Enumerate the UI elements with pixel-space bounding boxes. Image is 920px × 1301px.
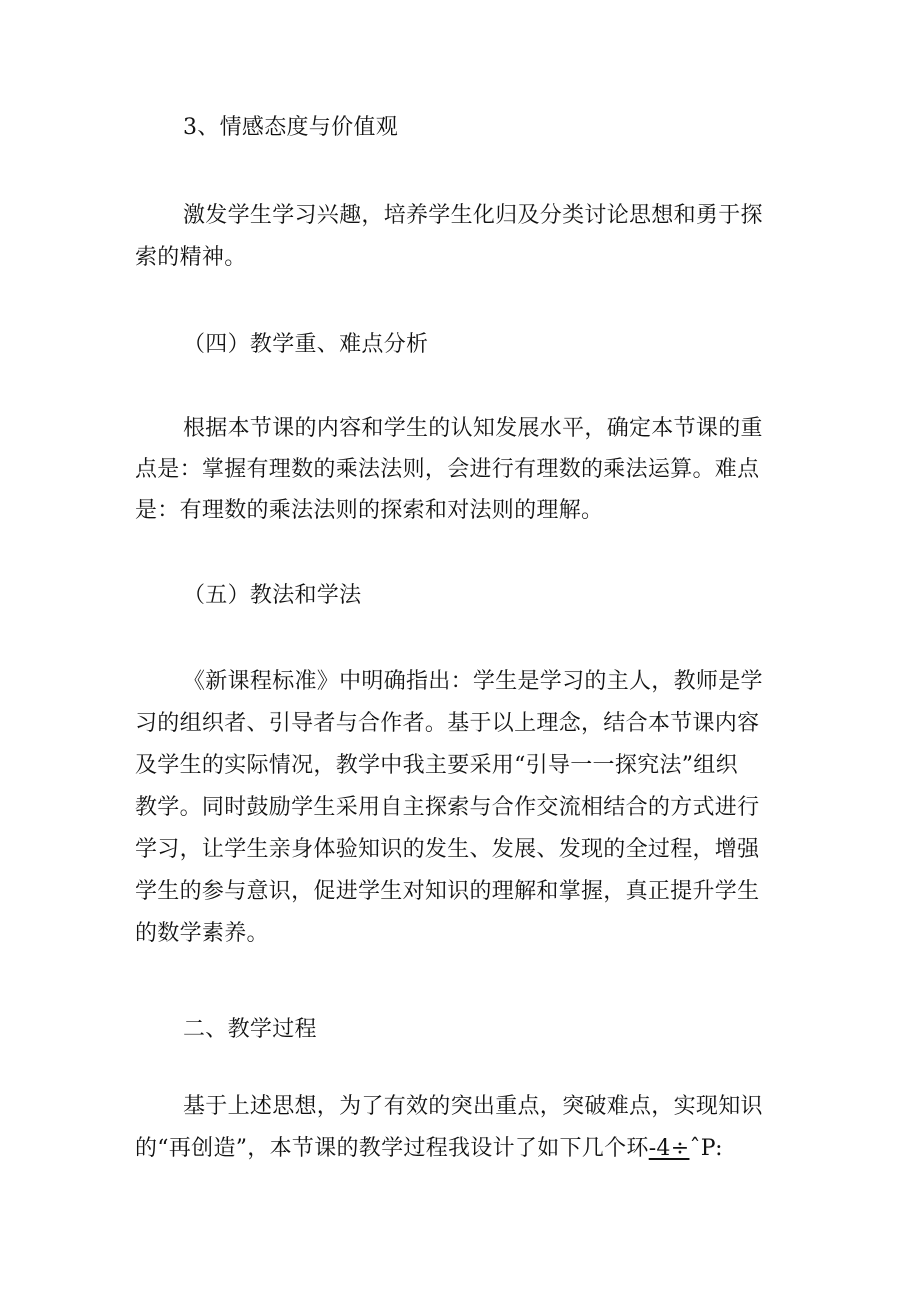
section-heading: 3、情感态度与价值观 [183, 115, 398, 140]
garbled-tail-text: ˆP: [689, 1136, 723, 1161]
paragraph-line: 点是：掌握有理数的乘法法则，会进行有理数的乘法运算。难点 [135, 457, 760, 482]
section-heading: 二、教学过程 [183, 1017, 317, 1042]
paragraph-line: 教学。同时鼓励学生采用自主探索与合作交流相结合的方式进行 [135, 795, 760, 820]
paragraph-line: 及学生的实际情况，教学中我主要采用“引导一一探究法”组织 [135, 753, 738, 778]
paragraph-line: 的数学素养。 [135, 921, 269, 946]
paragraph-line [135, 1135, 795, 1163]
paragraph-line: 习的组织者、引导者与合作者。基于以上理念，结合本节课内容 [135, 711, 760, 736]
paragraph-line: 学生的参与意识，促进学生对知识的理解和掌握，真正提升学生 [135, 879, 760, 904]
paragraph-line: 索的精神。 [135, 245, 247, 270]
garbled-underlined-text: -4÷ [648, 1136, 690, 1161]
section-heading: （五）教法和学法 [183, 583, 362, 608]
paragraph-line: 基于上述思想，为了有效的突出重点，突破难点，实现知识 [183, 1094, 763, 1119]
paragraph-line: 是：有理数的乘法法则的探索和对法则的理解。 [135, 498, 604, 523]
section-heading: （四）教学重、难点分析 [183, 332, 429, 357]
paragraph-line: 学习，让学生亲身体验知识的发生、发展、发现的全过程，增强 [135, 837, 760, 862]
paragraph-line: 激发学生学习兴趣，培养学生化归及分类讨论思想和勇于探 [183, 203, 763, 228]
paragraph-line: 《新课程标准》中明确指出：学生是学习的主人，教师是学 [183, 669, 763, 694]
paragraph-line: 根据本节课的内容和学生的认知发展水平，确定本节课的重 [183, 416, 763, 441]
paragraph-text: 的“再创造”，本节课的教学过程我设计了如下几个环 [135, 1136, 649, 1161]
